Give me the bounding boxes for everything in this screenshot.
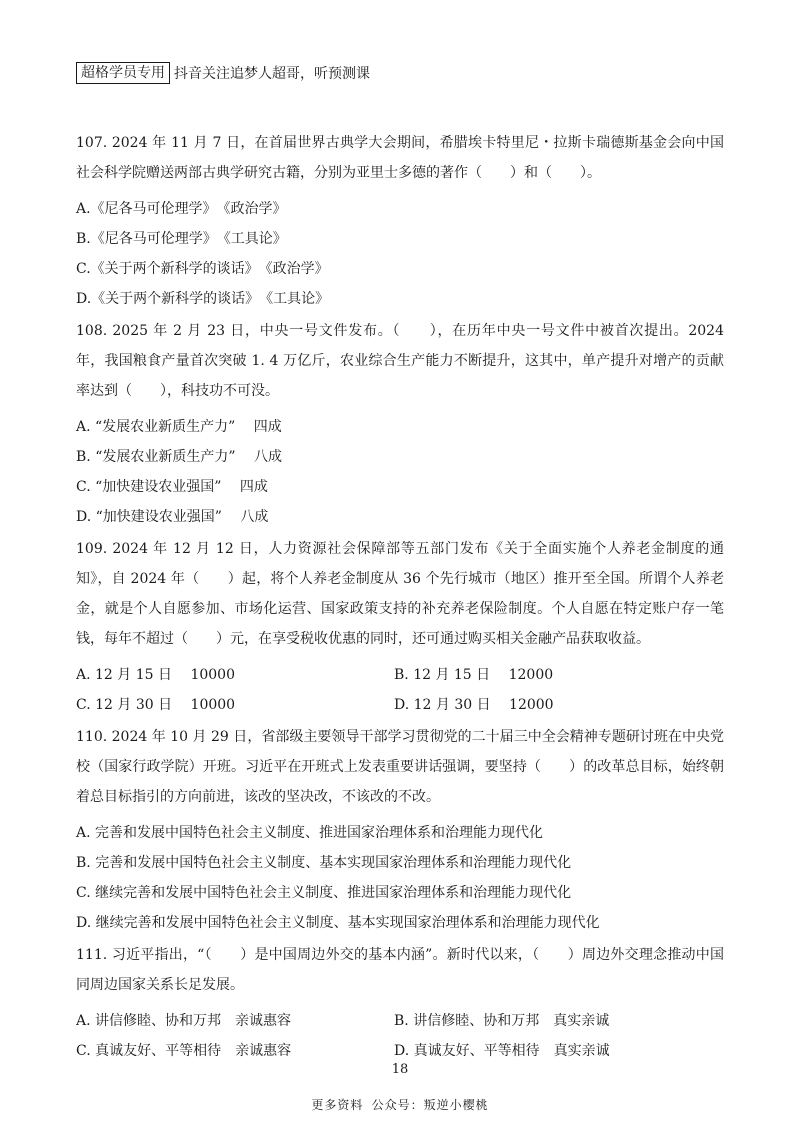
question-options <box>76 818 724 938</box>
option-a: A. 讲信修睦、协和万邦 亲诚惠容 <box>76 1013 292 1029</box>
question-options <box>76 660 724 720</box>
question-stem: 109. 2024 年 12 月 12 日，人力资源社会保障部等五部门发布《关于全面实施个人养老金制度的通知》，自 2024 年（ ）起，将个人养老金制度从 36 个先行城市（地区）推开至全国。所谓个人养老金，就是个人自愿参加、市场化运营、国家政策支持的补充养老保险制度。个人自愿在特定账户存一笔钱，每年不超过（ ）元，在享受税收优惠的同时，还可通过购买相关金融产品获取收益。 <box>76 541 724 647</box>
option-d: D.《关于两个新科学的谈话》 《工具论》 <box>76 291 330 307</box>
question-108 <box>76 316 724 532</box>
question-options <box>76 194 724 314</box>
option-c: C.《关于两个新科学的谈话》 《政治学》 <box>76 261 329 277</box>
option-d: D. 12 月 30 日 12000 <box>394 697 554 713</box>
option-a: A. “发展农业新质生产力” 四成 <box>76 419 282 435</box>
option-c: C. 真诚友好、平等相待 亲诚惠容 <box>76 1043 292 1059</box>
question-107 <box>76 128 724 314</box>
option-d: D. 继续完善和发展中国特色社会主义制度、基本实现国家治理体系和治理能力现代化 <box>76 915 600 931</box>
option-d: D. 真诚友好、平等相待 真实亲诚 <box>394 1043 610 1059</box>
option-a: A. 完善和发展中国特色社会主义制度、推进国家治理体系和治理能力现代化 <box>76 825 544 841</box>
question-stem: 111. 习近平指出，“（ ）是中国周边外交的基本内涵”。新时代以来，（ ）周边外交理念推动中国同周边国家关系长足发展。 <box>76 947 724 993</box>
option-b: B. 完善和发展中国特色社会主义制度、基本实现国家治理体系和治理能力现代化 <box>76 855 572 871</box>
page-header <box>76 62 370 84</box>
footer-note: 更多资料 公众号：叛逆小樱桃 <box>311 1098 489 1112</box>
option-b: B. “发展农业新质生产力” 八成 <box>76 449 282 465</box>
option-c: C. “加快建设农业强国” 四成 <box>76 479 268 495</box>
question-109 <box>76 534 724 720</box>
option-a: A.《尼各马可伦理学》 《政治学》 <box>76 201 287 217</box>
option-c: C. 继续完善和发展中国特色社会主义制度、推进国家治理体系和治理能力现代化 <box>76 885 572 901</box>
option-b: B.《尼各马可伦理学》 《工具论》 <box>76 231 287 247</box>
question-options <box>76 412 724 532</box>
question-options <box>76 1006 724 1066</box>
option-b: B. 讲信修睦、协和万邦 真实亲诚 <box>394 1013 610 1029</box>
question-stem: 110. 2024 年 10 月 29 日，省部级主要领导干部学习贯彻党的二十届三中全会精神专题研讨班在中央党校（国家行政学院）开班。习近平在开班式上发表重要讲话强调，要坚持（ ）的改革总目标，始终朝着总目标指引的方向前进，该改的坚决改，不该改的不改。 <box>76 729 724 805</box>
option-b: B. 12 月 15 日 12000 <box>394 667 554 683</box>
question-110 <box>76 722 724 938</box>
option-d: D. “加快建设农业强国” 八成 <box>76 509 269 525</box>
header-note: 抖音关注追梦人超哥，听预测课 <box>174 66 370 82</box>
question-stem: 108. 2025 年 2 月 23 日，中央一号文件发布。（ ），在历年中央一号文件中被首次提出。2024 年，我国粮食产量首次突破 1. 4 万亿斤，农业综合生产能力不断提升，这其中，单产提升对增产的贡献率达到（ ），科技功不可没。 <box>76 323 724 399</box>
option-c: C. 12 月 30 日 10000 <box>76 697 236 713</box>
option-a: A. 12 月 15 日 10000 <box>76 667 235 683</box>
student-only-badge: 超格学员专用 <box>76 62 170 84</box>
question-list <box>76 128 724 1068</box>
question-111 <box>76 940 724 1066</box>
question-stem: 107. 2024 年 11 月 7 日，在首届世界古典学大会期间，希腊埃卡特里尼・拉斯卡瑞德斯基金会向中国社会科学院赠送两部古典学研究古籍，分别为亚里士多德的著作（ ）和（ ）。 <box>76 135 724 181</box>
page-number: 18 <box>391 1062 409 1077</box>
